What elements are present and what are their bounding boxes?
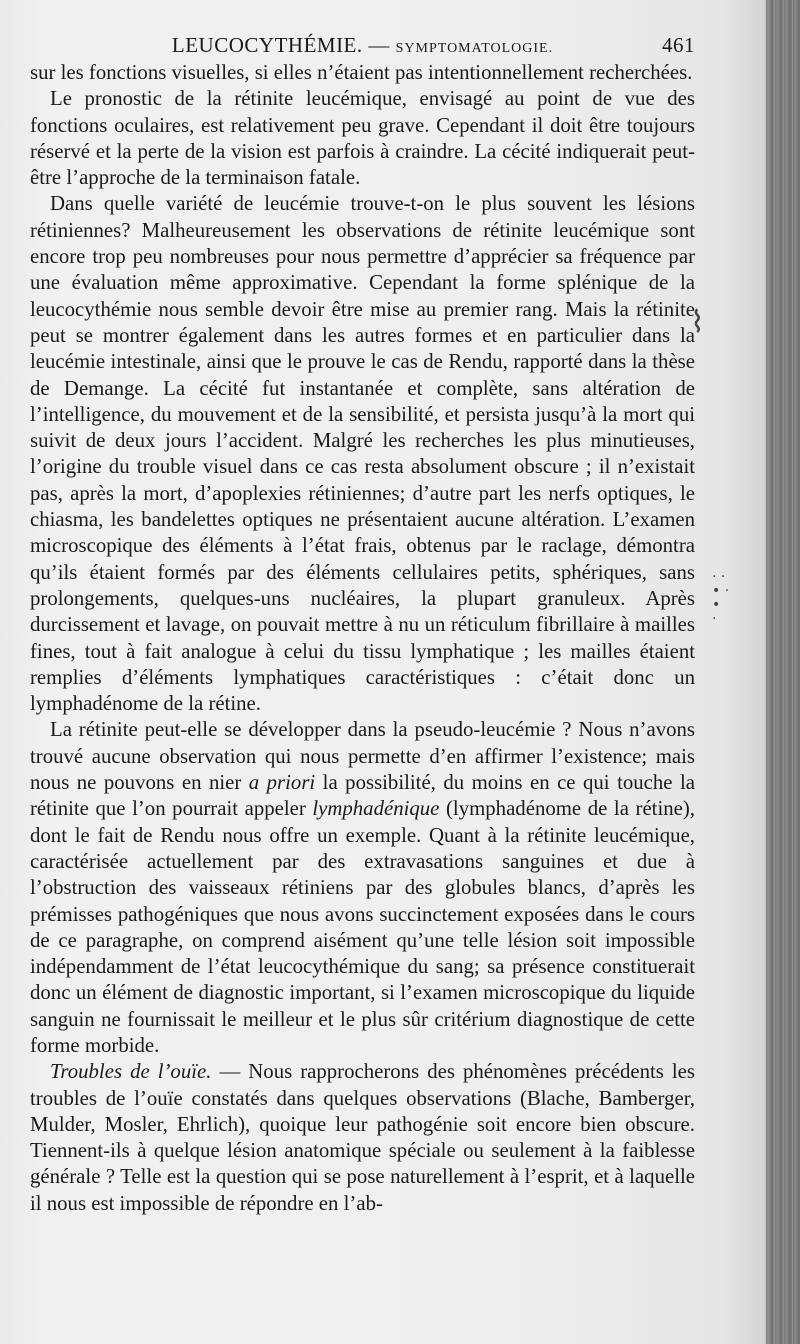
- running-head-dash: —: [368, 33, 390, 57]
- margin-pencil-mark: ⌇: [690, 305, 705, 340]
- paragraph-5-text: — Nous rapprocherons des phénomènes précédents les troubles de l’ouïe constatés dans quelques observations (Blache, Bamberger, Mulder, Mosler, Ehrlich), quoique leur pathogénie soit encore bien obscure. Tiennent-ils à quelque lésion anatomique spéciale ou seulement à la faiblesse générale ? Telle est la question qui se pose naturellement à l’esprit, et à laquelle il nous est impossible de répondre en l’ab-: [30, 1060, 695, 1215]
- paragraph-4-part-a: La rétinite peut-elle se développer dans la pseudo-leucémie ? Nous n’avons trouvé aucune observation qui nous permette d’en affirmer l’existence; mais nous ne pouvons en nier: [30, 718, 695, 795]
- paragraph-1: sur les fonctions visuelles, si elles n’étaient pas intentionnellement recherchées.: [30, 61, 693, 84]
- body-text: [30, 60, 695, 1217]
- paragraph-4-part-b: la possibilité, du moins en ce qui touche la rétinite que l’on pourrait appeler: [30, 771, 695, 821]
- paragraph-4: [30, 717, 695, 1059]
- running-head: [30, 30, 695, 60]
- book-spine-edge: [766, 0, 800, 1344]
- a-priori-italic: a priori: [248, 771, 316, 795]
- paragraph-2: Le pronostic de la rétinite leucémique, envisagé au point de vue des fonctions oculaires, est relativement peu grave. Cependant il doit être toujours réservé et la perte de la vision est parfois à craindre. La cécité indiquerait peut-être l’approche de la terminaison fatale.: [30, 87, 695, 190]
- section-heading-troubles-de-l-ouie: Troubles de l’ouïe.: [50, 1060, 212, 1084]
- paragraph-3: Dans quelle variété de leucémie trouve-t-on le plus souvent les lésions rétiniennes? Malheureusement les observations de rétinite leucémique sont encore trop peu nombreuses pour nous permettre d’apprécier sa fréquence par une évaluation même approximative. Cependant la forme splénique de la leucocythémie nous semble devoir être mise au premier rang. Mais la rétinite peut se montrer également dans les autres formes et en particulier dans la leucémie intestinale, ainsi que le prouve le cas de Rendu, rapporté dans la thèse de Demange. La cécité fut instantanée et complète, sans altération de l’intelligence, du mouvement et de la sensibilité, et persista jusqu’à la mort qui suivit de deux jours l’accident. Malgré les recherches les plus minutieuses, l’origine du trouble visuel dans ce cas resta absolument obscure ; il n’existait pas, après la mort, d’apoplexies rétiniennes; d’autre part les nerfs optiques, le chiasma, les bandelettes optiques ne présentaient aucune altération. L’examen microscopique des éléments à l’état frais, obtenus par le raclage, démontra qu’ils étaient formés par des éléments cellulaires petits, sphériques, sans prolongements, quelques-uns nucléaires, la plupart granuleux. Après durcissement et lavage, on pouvait mettre à nu un réticulum fibrillaire à mailles fines, tout à fait analogue à celui du tissu lymphatique ; les mailles étaient remplies d’éléments lymphatiques caractéristiques : c’était donc un lymphadénome de la rétine.: [30, 192, 695, 716]
- paragraph-5: [30, 1059, 695, 1217]
- running-head-section: SYMPTOMATOLOGIE.: [395, 41, 554, 56]
- paragraph-4-part-c: (lymphadénome de la rétine), dont le fait de Rendu nous offre un exemple. Quant à la rétinite leucémique, caractérisée actuellement par des extravasations sanguines et due à l’obstruction des vaisseaux rétiniens par des globules blancs, d’après les prémisses pathogéniques que nous avons succinctement exposées dans le cours de ce paragraphe, on comprend aisément qu’une telle lésion soit impossible indépendamment de l’état leucocythémique du sang; sa présence constituerait donc un élément de diagnostic important, si l’examen microscopique du liquide sanguin ne fournissait le meilleur et le plus sûr critérium diagnostique de cette forme morbide.: [30, 797, 695, 1057]
- page-number: 461: [662, 33, 695, 57]
- running-head-title: LEUCOCYTHÉMIE.: [171, 33, 363, 57]
- lymphadenique-italic: lymphadénique: [312, 797, 440, 821]
- book-page: [30, 30, 695, 1217]
- margin-stain-marks: · · • · • ·: [712, 569, 730, 627]
